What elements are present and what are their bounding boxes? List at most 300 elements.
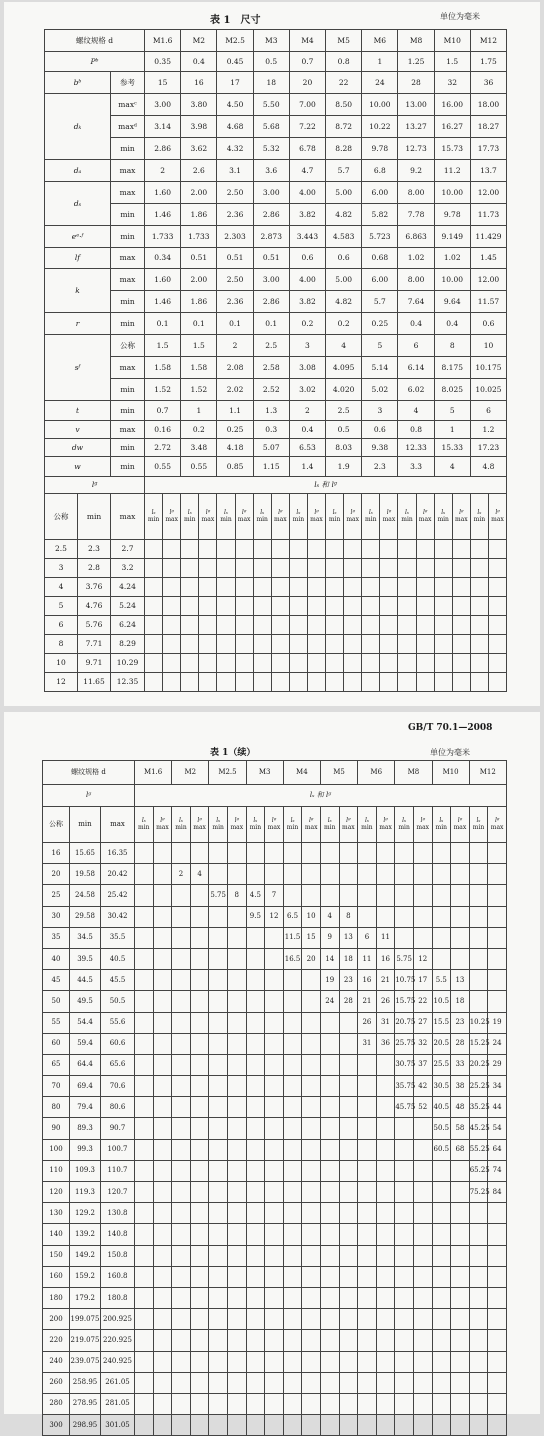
ls-lg-value-cell: [227, 1203, 246, 1224]
ls-lg-value-cell: 19: [488, 1012, 507, 1033]
ls-lg-value-cell: [172, 1330, 191, 1351]
value-cell: 4.583: [326, 226, 362, 248]
ls-lg-value-cell: [413, 1351, 432, 1372]
lg-header-cell: [452, 494, 470, 540]
table-row: [45, 494, 507, 540]
value-cell: 10: [470, 335, 506, 357]
size-header-cell: M1.6: [145, 30, 181, 52]
empty-cell: [398, 559, 416, 578]
table-row: [45, 204, 507, 226]
min-label: min: [138, 823, 150, 831]
table-row: [43, 1097, 507, 1118]
value-cell: 2: [289, 401, 325, 421]
ls-lg-value-cell: [172, 1393, 191, 1414]
value-cell: 5.7: [326, 160, 362, 182]
lg-symbol: lᵍ: [386, 508, 392, 516]
value-cell: 9.149: [434, 226, 470, 248]
value-cell: 0.4: [434, 313, 470, 335]
ls-lg-value-cell: [320, 1415, 339, 1436]
ls-lg-value-cell: [135, 1097, 154, 1118]
empty-cell: [163, 616, 181, 635]
table-row: [43, 785, 507, 807]
param-label-cell: dw: [45, 439, 111, 457]
ls-header-cell: [469, 807, 488, 843]
ls-lg-value-cell: [190, 1287, 209, 1308]
empty-cell: [488, 540, 506, 559]
length-nominal-cell: 110: [43, 1160, 70, 1181]
ls-symbol: lₛ: [216, 816, 221, 824]
value-cell: 1.25: [398, 52, 434, 72]
value-cell: 2.36: [217, 291, 253, 313]
ls-lg-value-cell: 75.25: [469, 1182, 488, 1203]
max-label: max: [454, 515, 468, 523]
ls-lg-value-cell: [153, 1012, 172, 1033]
empty-cell: [199, 540, 217, 559]
qualifier-cell: max: [111, 357, 145, 379]
ls-lg-value-cell: 16: [376, 948, 395, 969]
ls-lg-value-cell: [246, 1330, 265, 1351]
ls-lg-value-cell: [209, 927, 228, 948]
empty-cell: [362, 654, 380, 673]
ls-lg-value-cell: [469, 970, 488, 991]
value-cell: 13.27: [398, 116, 434, 138]
empty-cell: [181, 673, 199, 692]
value-cell: 0.4: [398, 313, 434, 335]
length-nominal-cell: 60: [43, 1033, 70, 1054]
ls-lg-value-cell: [209, 906, 228, 927]
param-label-cell: dₖ: [45, 94, 111, 160]
ls-lg-value-cell: [153, 1266, 172, 1287]
ls-symbol: lₛ: [179, 816, 183, 824]
table-row: [45, 52, 507, 72]
ls-lg-value-cell: [209, 1372, 228, 1393]
ls-symbol: lₛ: [224, 508, 228, 516]
ls-lg-value-cell: [395, 1309, 414, 1330]
empty-cell: [380, 673, 398, 692]
table-row: [43, 864, 507, 885]
value-cell: 3.14: [145, 116, 181, 138]
ls-lg-value-cell: [246, 1076, 265, 1097]
empty-cell: [434, 540, 452, 559]
empty-cell: [145, 597, 163, 616]
ls-lg-value-cell: [432, 843, 451, 864]
empty-cell: [362, 635, 380, 654]
ls-lg-value-cell: [413, 843, 432, 864]
ls-lg-value-cell: 42: [413, 1076, 432, 1097]
ls-lg-value-cell: [153, 1330, 172, 1351]
ls-lg-value-cell: [246, 1203, 265, 1224]
ls-lg-value-cell: 54: [488, 1118, 507, 1139]
qualifier-cell: max: [111, 269, 145, 291]
value-cell: 4.8: [470, 457, 506, 477]
empty-cell: [344, 654, 362, 673]
empty-cell: [145, 635, 163, 654]
table-row: [43, 906, 507, 927]
empty-cell: [181, 635, 199, 654]
length-min-cell: 64.4: [70, 1054, 101, 1075]
empty-cell: [307, 654, 325, 673]
ls-symbol: lₛ: [402, 816, 407, 824]
table-row: [43, 1076, 507, 1097]
lg-header-cell: [380, 494, 398, 540]
lg-header-cell: [344, 494, 362, 540]
value-cell: 0.1: [217, 313, 253, 335]
length-max-cell: 30.42: [101, 906, 135, 927]
ls-lg-value-cell: [209, 1415, 228, 1436]
ls-lg-value-cell: [432, 885, 451, 906]
ls-lg-value-cell: [265, 843, 284, 864]
ls-lg-value-cell: 38: [451, 1076, 470, 1097]
ls-lg-value-cell: [135, 864, 154, 885]
value-cell: 4.32: [217, 138, 253, 160]
ls-lg-value-cell: [265, 1224, 284, 1245]
empty-cell: [416, 540, 434, 559]
empty-cell: [398, 673, 416, 692]
ls-lg-value-cell: 5.75: [209, 885, 228, 906]
ls-lg-value-cell: 10: [302, 906, 321, 927]
value-cell: 1.86: [181, 204, 217, 226]
ls-lg-value-cell: [302, 1393, 321, 1414]
table-row: [45, 673, 507, 692]
unit-label: 单位为毫米: [430, 748, 470, 757]
value-cell: 1.02: [398, 248, 434, 269]
ls-lg-value-cell: [339, 1139, 358, 1160]
empty-cell: [307, 635, 325, 654]
size-header-cell: M12: [469, 761, 506, 785]
length-nominal-cell: 30: [43, 906, 70, 927]
value-cell: 1.46: [145, 204, 181, 226]
length-nominal-cell: 140: [43, 1224, 70, 1245]
ls-lg-value-cell: [395, 1118, 414, 1139]
value-cell: 1.60: [145, 182, 181, 204]
value-cell: 1.60: [145, 269, 181, 291]
value-cell: 3: [289, 335, 325, 357]
value-cell: 6: [470, 401, 506, 421]
ls-lg-value-cell: [135, 1330, 154, 1351]
param-label-cell: r: [45, 313, 111, 335]
length-min-cell: 119.3: [70, 1182, 101, 1203]
ls-lg-value-cell: [469, 1224, 488, 1245]
value-cell: 10.22: [362, 116, 398, 138]
value-cell: 3.62: [181, 138, 217, 160]
ls-lg-value-cell: [172, 1033, 191, 1054]
ls-lg-value-cell: 8: [227, 885, 246, 906]
value-cell: 17: [217, 72, 253, 94]
table-row: [45, 182, 507, 204]
ls-lg-value-cell: [432, 1266, 451, 1287]
ls-lg-value-cell: [135, 991, 154, 1012]
ls-lg-value-cell: [451, 1287, 470, 1308]
empty-cell: [271, 559, 289, 578]
ls-lg-value-cell: [283, 1076, 302, 1097]
ls-lg-value-cell: [320, 1012, 339, 1033]
ls-lg-value-cell: [283, 885, 302, 906]
ls-lg-value-cell: [190, 1266, 209, 1287]
ls-lg-value-cell: [172, 948, 191, 969]
size-header-cell: M2: [181, 30, 217, 52]
value-cell: 8.025: [434, 379, 470, 401]
ls-lg-value-cell: 20.75: [395, 1012, 414, 1033]
ls-lg-value-cell: [172, 1054, 191, 1075]
param-label-cell: dₛ: [45, 182, 111, 226]
param-label-cell: t: [45, 401, 111, 421]
ls-lg-value-cell: [358, 906, 377, 927]
ls-lg-value-cell: [227, 1287, 246, 1308]
lg-symbol: lᵍ: [420, 816, 425, 824]
ls-lg-value-cell: [153, 1033, 172, 1054]
ls-lg-value-cell: [190, 1415, 209, 1436]
ls-lg-value-cell: [413, 1203, 432, 1224]
value-cell: 1.9: [326, 457, 362, 477]
value-cell: 5: [362, 335, 398, 357]
empty-cell: [163, 673, 181, 692]
ls-lg-value-cell: [320, 1182, 339, 1203]
min-label: min: [328, 515, 341, 523]
ls-lg-value-cell: [135, 1393, 154, 1414]
qualifier-cell: min: [111, 204, 145, 226]
empty-cell: [145, 616, 163, 635]
empty-cell: [452, 559, 470, 578]
ls-lg-value-cell: [227, 1097, 246, 1118]
lg-header-cell: [163, 494, 181, 540]
ls-lg-value-cell: [265, 1393, 284, 1414]
lg-symbol: lᵍ: [278, 508, 283, 516]
param-label-cell: lf: [45, 248, 111, 269]
ls-lg-value-cell: [376, 1309, 395, 1330]
table-row: [45, 439, 507, 457]
value-cell: 3.443: [289, 226, 325, 248]
ls-lg-value-cell: [246, 1033, 265, 1054]
ls-lg-value-cell: [451, 843, 470, 864]
value-cell: 15: [145, 72, 181, 94]
ls-lg-value-cell: [376, 1118, 395, 1139]
param-label-cell: v: [45, 421, 111, 439]
empty-cell: [253, 673, 271, 692]
table-row: [45, 540, 507, 559]
empty-cell: [416, 559, 434, 578]
ls-lg-value-cell: [320, 1266, 339, 1287]
ls-lg-value-cell: 4: [320, 906, 339, 927]
empty-cell: [289, 578, 307, 597]
qualifier-cell: min: [111, 439, 145, 457]
length-nominal-cell: 120: [43, 1182, 70, 1203]
empty-cell: [307, 578, 325, 597]
ls-lg-value-cell: [395, 843, 414, 864]
value-cell: 11.2: [434, 160, 470, 182]
empty-cell: [217, 673, 235, 692]
ls-lg-value-cell: [432, 1224, 451, 1245]
ls-lg-value-cell: [227, 927, 246, 948]
value-cell: 0.8: [398, 421, 434, 439]
empty-cell: [217, 616, 235, 635]
ls-header-cell: [432, 807, 451, 843]
ls-lg-value-cell: [488, 1266, 507, 1287]
ls-lg-value-cell: [172, 970, 191, 991]
max-label: max: [310, 515, 323, 523]
ls-lg-value-cell: [209, 1203, 228, 1224]
table-row: [43, 1054, 507, 1075]
ls-lg-value-cell: [320, 1097, 339, 1118]
ls-lg-value-cell: [190, 1076, 209, 1097]
ls-lg-value-cell: [413, 906, 432, 927]
lg-symbol: lᵍ: [383, 816, 388, 824]
min-label: min: [256, 515, 268, 523]
value-cell: 4: [326, 335, 362, 357]
ls-lg-value-cell: [227, 1372, 246, 1393]
ls-lg-value-cell: [283, 1118, 302, 1139]
spec-label-cell: 螺纹规格 d: [43, 761, 135, 785]
ls-lg-value-cell: [283, 864, 302, 885]
ls-lg-value-cell: [172, 1309, 191, 1330]
ls-lg-value-cell: [451, 1351, 470, 1372]
ls-lg-value-cell: [358, 1330, 377, 1351]
ls-lg-value-cell: [246, 991, 265, 1012]
length-min-cell: 24.58: [70, 885, 101, 906]
table-row: [45, 379, 507, 401]
ls-lg-value-cell: [339, 1160, 358, 1181]
table-row: [43, 1012, 507, 1033]
empty-cell: [452, 597, 470, 616]
ls-lg-value-cell: [488, 843, 507, 864]
length-min-cell: 109.3: [70, 1160, 101, 1181]
ls-lg-value-cell: [190, 1372, 209, 1393]
ls-lg-value-cell: [469, 1266, 488, 1287]
ls-lg-value-cell: [135, 1182, 154, 1203]
ls-lg-value-cell: [395, 927, 414, 948]
table-row: [45, 401, 507, 421]
ls-lg-value-cell: [265, 1351, 284, 1372]
length-max-cell: 40.5: [101, 948, 135, 969]
empty-cell: [452, 540, 470, 559]
ls-lg-value-cell: [172, 1266, 191, 1287]
empty-cell: [145, 578, 163, 597]
qualifier-cell: maxᵈ: [111, 116, 145, 138]
ls-lg-value-cell: [265, 1139, 284, 1160]
value-cell: 3.48: [181, 439, 217, 457]
ls-lg-value-cell: 65.25: [469, 1160, 488, 1181]
max-label: max: [491, 515, 504, 523]
ls-lg-value-cell: [302, 1372, 321, 1393]
value-cell: 9.38: [362, 439, 398, 457]
ls-lg-value-cell: [469, 1415, 488, 1436]
ls-lg-value-cell: 25.5: [432, 1054, 451, 1075]
ls-lg-value-cell: [172, 885, 191, 906]
table-row: [45, 94, 507, 116]
ls-symbol: lₛ: [296, 508, 301, 516]
value-cell: 5.32: [253, 138, 289, 160]
empty-cell: [470, 597, 488, 616]
ls-lg-value-cell: [302, 1139, 321, 1160]
value-cell: 2.00: [181, 182, 217, 204]
ls-lg-value-cell: [227, 991, 246, 1012]
ls-lg-value-cell: [469, 885, 488, 906]
value-cell: 13.00: [398, 94, 434, 116]
param-label-cell: w: [45, 457, 111, 477]
ls-lg-value-cell: [302, 1160, 321, 1181]
max-label: max: [267, 823, 281, 831]
empty-cell: [253, 616, 271, 635]
ls-lg-value-cell: [488, 970, 507, 991]
ls-lg-value-cell: [227, 1012, 246, 1033]
value-cell: 11.73: [470, 204, 506, 226]
ls-header-cell: [470, 494, 488, 540]
empty-cell: [488, 654, 506, 673]
ls-lg-value-cell: [246, 1054, 265, 1075]
empty-cell: [380, 597, 398, 616]
ls-lg-value-cell: [376, 1372, 395, 1393]
empty-cell: [289, 654, 307, 673]
value-cell: 17.73: [470, 138, 506, 160]
empty-cell: [181, 559, 199, 578]
ls-lg-value-cell: [135, 1033, 154, 1054]
param-label-cell: bᵇ: [45, 72, 111, 94]
ls-lg-value-cell: [395, 1160, 414, 1181]
empty-cell: [271, 673, 289, 692]
empty-cell: [416, 673, 434, 692]
ls-lg-value-cell: [358, 1287, 377, 1308]
max-label: max: [237, 515, 251, 523]
lg-header-cell: [376, 807, 395, 843]
length-max-cell: 180.8: [101, 1287, 135, 1308]
ls-lg-value-cell: [413, 1287, 432, 1308]
min-label: min: [401, 515, 413, 523]
lg-header-cell: [235, 494, 253, 540]
ls-lg-value-cell: [451, 927, 470, 948]
ls-lg-value-cell: [320, 1245, 339, 1266]
ls-lg-value-cell: [153, 1287, 172, 1308]
ls-lg-value-cell: [190, 1393, 209, 1414]
page-2: [4, 712, 540, 1429]
ls-lg-value-cell: [172, 1224, 191, 1245]
ls-lg-value-cell: [135, 1309, 154, 1330]
ls-lg-value-cell: [227, 1076, 246, 1097]
value-cell: 4.68: [217, 116, 253, 138]
ls-lg-value-cell: [246, 1182, 265, 1203]
ls-lg-value-cell: [488, 906, 507, 927]
length-nominal-cell: 65: [43, 1054, 70, 1075]
ls-lg-value-cell: [302, 1309, 321, 1330]
value-cell: 2.86: [145, 138, 181, 160]
value-cell: 2.50: [217, 269, 253, 291]
ls-lg-value-cell: [227, 843, 246, 864]
ls-lg-value-cell: 26: [358, 1012, 377, 1033]
ls-lg-value-cell: 14: [320, 948, 339, 969]
empty-cell: [181, 540, 199, 559]
length-nominal-cell: 45: [43, 970, 70, 991]
ls-lg-value-cell: [432, 864, 451, 885]
min-label: min: [472, 823, 485, 831]
empty-cell: [380, 654, 398, 673]
ls-lg-value-cell: [246, 948, 265, 969]
ls-lg-value-cell: [339, 864, 358, 885]
ls-lg-value-cell: [358, 1097, 377, 1118]
ls-lg-value-cell: [395, 864, 414, 885]
value-cell: 6.00: [362, 269, 398, 291]
ls-symbol: lₛ: [477, 508, 482, 516]
lg-symbol: lᵍ: [205, 508, 211, 516]
length-col-header: max: [111, 494, 145, 540]
empty-cell: [344, 578, 362, 597]
value-cell: 1: [434, 421, 470, 439]
length-max-cell: 45.5: [101, 970, 135, 991]
length-max-cell: 261.05: [101, 1372, 135, 1393]
length-nominal-cell: 80: [43, 1097, 70, 1118]
max-label: max: [193, 823, 206, 831]
ls-lg-value-cell: [227, 1393, 246, 1414]
empty-cell: [452, 578, 470, 597]
value-cell: 28: [398, 72, 434, 94]
ls-lg-value-cell: [358, 1224, 377, 1245]
